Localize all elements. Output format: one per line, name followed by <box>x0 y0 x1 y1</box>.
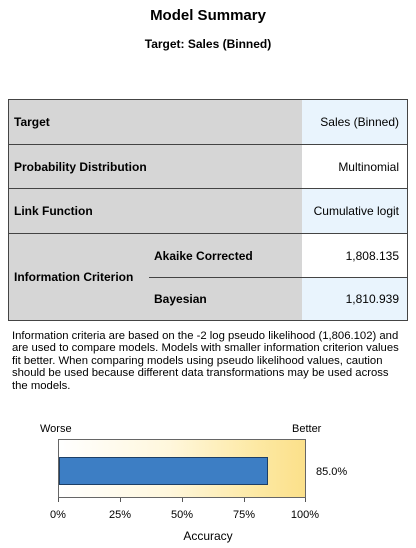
bic-label: Bayesian <box>154 292 207 307</box>
target-row <box>9 100 407 144</box>
better-label: Better <box>292 423 322 435</box>
accuracy-axis-label: Accuracy <box>183 529 233 543</box>
distribution-row <box>9 145 407 188</box>
axis-tick <box>58 498 59 502</box>
footnote: Information criteria are based on the -2 log pseudo likelihood (1,806.102) and are used to compare models. Models with smaller information criterion values fit better. When comparing models using pseudo likelihood values, caution should be used because different data transformations may be used across the models. <box>12 330 399 392</box>
accuracy-bar <box>59 457 268 485</box>
aicc-value: 1,808.135 <box>345 248 399 263</box>
link-function-value: Cumulative logit <box>313 204 399 218</box>
tick-label-0: 0% <box>50 509 66 521</box>
tick-label-100: 100% <box>290 509 320 521</box>
distribution-label: Probability Distribution <box>14 159 147 174</box>
axis-tick <box>120 498 121 502</box>
target-value: Sales (Binned) <box>320 115 399 129</box>
target-label: Target <box>14 115 50 129</box>
tick-label-25: 25% <box>108 509 132 521</box>
link-function-row <box>9 189 407 233</box>
tick-label-75: 75% <box>232 509 256 521</box>
tick-label-50: 50% <box>170 509 194 521</box>
page-title: Model Summary <box>150 7 266 24</box>
axis-tick <box>305 498 306 502</box>
bic-value: 1,810.939 <box>345 291 399 306</box>
target-subtitle: Target: Sales (Binned) <box>144 37 272 51</box>
axis-tick <box>182 498 183 502</box>
accuracy-gauge <box>58 439 306 498</box>
information-criterion-label: Information Criterion <box>14 270 134 284</box>
link-function-label: Link Function <box>14 204 93 218</box>
model-summary-table <box>8 99 408 321</box>
distribution-value: Multinomial <box>338 159 399 174</box>
axis-tick <box>244 498 245 502</box>
criterion-divider <box>149 277 407 278</box>
accuracy-value: 85.0% <box>316 466 348 478</box>
worse-label: Worse <box>40 423 72 435</box>
aicc-label: Akaike Corrected <box>154 248 253 263</box>
